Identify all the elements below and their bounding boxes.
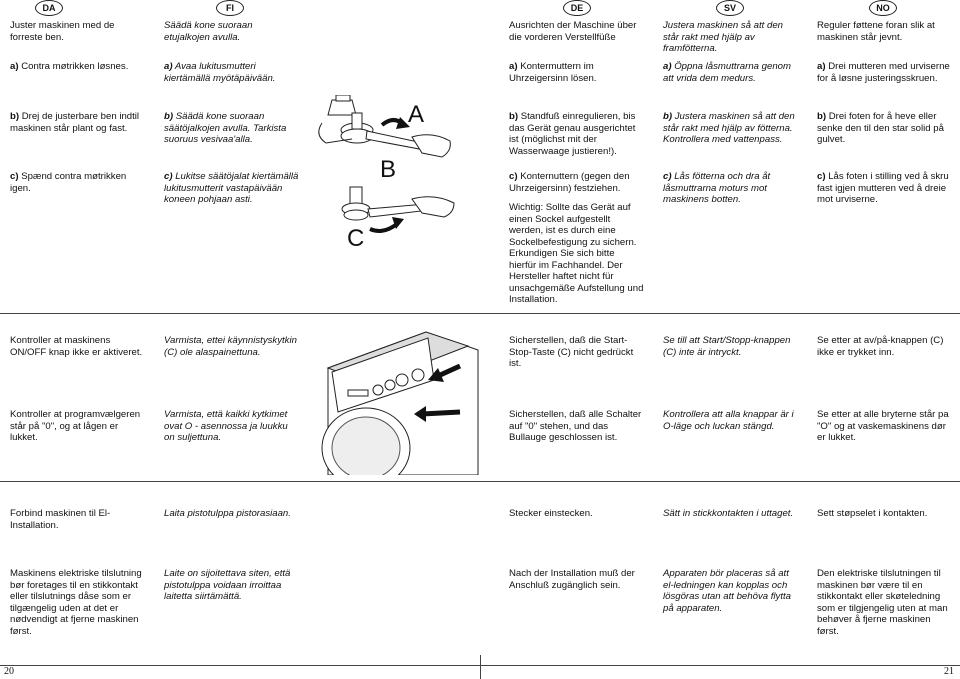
- no-r6: Se etter at alle bryterne står pa "O" og at vaskemaskinens dør er lukket.: [817, 409, 949, 443]
- da-r4: c) Spænd contra møtrikken igen.: [10, 171, 127, 194]
- da-r2: a) Contra møtrikken løsnes.: [10, 61, 129, 72]
- page-number-left: 20: [4, 666, 14, 677]
- page-gutter: [480, 655, 481, 679]
- de-r7: Stecker einstecken.: [509, 508, 593, 519]
- fi-r5: Varmista, ettei käynnistyskytkin (C) ole alaspainettuna.: [164, 335, 297, 358]
- label-b: B: [380, 156, 397, 183]
- no-r2: a) Drei mutteren med urviserne for å løsne justeringsskruen.: [817, 61, 950, 84]
- fi-r2: a) Avaa lukitusmutteri kiertämällä myötäpäivään.: [164, 61, 276, 84]
- sv-r3: b) Justera maskinen så att den står rakt med hjälp av fötterna. Kontrollera med vattenpass.: [663, 111, 795, 145]
- lang-badge-da: DA: [35, 0, 63, 16]
- lang-badge-sv: SV: [716, 0, 744, 16]
- label-c: C: [347, 225, 365, 252]
- sv-r1: Justera maskinen så att den står rakt med hjälp av framfötterna.: [663, 20, 783, 54]
- sv-r2: a) Öppna låsmuttrarna genom att vrida dem medurs.: [663, 61, 791, 84]
- de-r5: Sicherstellen, daß die Start-Stop-Taste (C) nicht gedrückt ist.: [509, 335, 634, 369]
- lang-badge-de: DE: [563, 0, 591, 16]
- section-divider: [0, 481, 960, 482]
- fi-r8: Laite on sijoitettava siten, että pistotulppa voidaan irroittaa laitetta siirtämättä.: [164, 568, 291, 602]
- section-divider: [0, 313, 960, 314]
- lang-badge-no: NO: [869, 0, 897, 16]
- sv-r4: c) Lås fötterna och dra åt låsmuttrarna moturs mot maskinens botten.: [663, 171, 771, 205]
- da-r6: Kontroller at programvælgeren står på "0", og at lågen er lukket.: [10, 409, 141, 443]
- washing-machine-controls-illustration: [318, 320, 480, 475]
- de-r3: b) Standfuß einregulieren, bis das Gerät genau ausgerichtet ist (möglichst mit der Wasserwaage justieren!).: [509, 111, 636, 157]
- page-number-right: 21: [944, 666, 954, 677]
- de-r8: Nach der Installation muß der Anschluß zugänglich sein.: [509, 568, 635, 591]
- da-r3: b) Drej de justerbare ben indtil maskinen står plant og fast.: [10, 111, 140, 134]
- de-r1: Ausrichten der Maschine über die vorderen Verstellfüße: [509, 20, 637, 43]
- da-r8: Maskinens elektriske tilslutning bør foretages til en stikkontakt eller tilslutnings dåse som er tilgængelig uden at det er nødvendigt at fjerne maskinen først.: [10, 568, 142, 637]
- da-r1: Juster maskinen med de forreste ben.: [10, 20, 115, 43]
- de-r6: Sicherstellen, daß alle Schalter auf "0" stehen, und das Bullauge geschlossen ist.: [509, 409, 642, 443]
- fi-r3: b) Säädä kone suoraan säätöjalkojen avulla. Tarkista suoruus vesivaa'alla.: [164, 111, 287, 145]
- no-r1: Reguler føttene foran slik at maskinen står jevnt.: [817, 20, 935, 43]
- sv-r5: Se till att Start/Stopp-knappen (C) inte är intryckt.: [663, 335, 791, 358]
- lang-badge-fi: FI: [216, 0, 244, 16]
- de-r4: c) Konternuttern (gegen den Uhrzeigersinn) festziehen.: [509, 171, 630, 194]
- fi-r6: Varmista, että kaikki kytkimet ovat O - asennossa ja luukku on suljettuna.: [164, 409, 288, 443]
- fi-r1: Säädä kone suoraan etujalkojen avulla.: [164, 20, 253, 43]
- da-r7: Forbind maskinen til El-Installation.: [10, 508, 111, 531]
- sv-r6: Kontrollera att alla knappar är i O-läge och luckan stängd.: [663, 409, 794, 432]
- fi-r4: c) Lukitse säätöjalat kiertämällä lukitusmutterit vastapäivään koneen pohjaan asti.: [164, 171, 299, 205]
- de-r4-note: Wichtig: Sollte das Gerät auf einen Sockel aufgestellt werden, ist es durch eine Sockelbefestigung zu sichern. Erkundigen Sie sich bitte hierfür im Fachhandel. Der Hersteller haftet nicht für unsachgemäße Aufstellung und Installation.: [509, 202, 644, 305]
- no-r4: c) Lås foten i stilling ved å skru fast igjen mutteren ved å dreie mot urviserne.: [817, 171, 949, 205]
- sv-r7: Sätt in stickkontakten i uttaget.: [663, 508, 794, 519]
- sv-r8: Apparaten bör placeras så att el-ledningen kan kopplas och lösgöras utan att behöva flytta på apparaten.: [663, 568, 791, 614]
- no-r5: Se etter at av/på-knappen (C) ikke er trykket inn.: [817, 335, 944, 358]
- da-r5: Kontroller at maskinens ON/OFF knap ikke er aktiveret.: [10, 335, 143, 358]
- no-r8: Den elektriske tilslutningen til maskinen bør være til en stikkontakt eller skøteledning som er tilgjengelig uten at man behøver å fjerne maskinen først.: [817, 568, 948, 637]
- de-r2: a) Kontermuttern im Uhrzeigersinn lösen.: [509, 61, 597, 84]
- no-r7: Sett støpselet i kontakten.: [817, 508, 928, 519]
- label-a: A: [408, 101, 425, 128]
- fi-r7: Laita pistotulppa pistorasiaan.: [164, 508, 291, 519]
- no-r3: b) Drei foten for å heve eller senke den til den star solid på gulvet.: [817, 111, 944, 145]
